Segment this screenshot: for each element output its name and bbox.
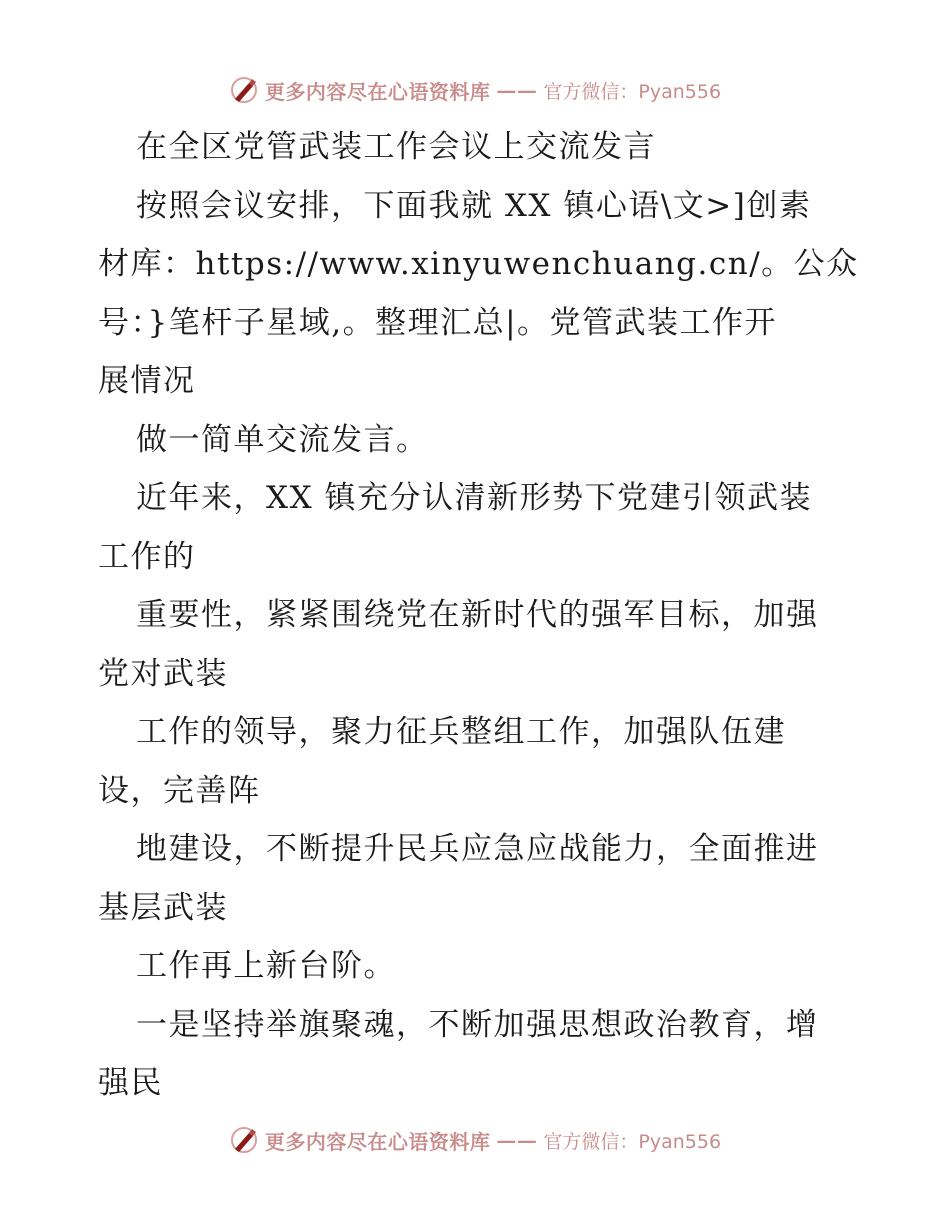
text-line: 工作的领导，聚力征兵整组工作，加强队伍建 <box>136 714 786 750</box>
text-line: 地建设，不断提升民兵应急应战能力，全面推进 <box>136 831 819 867</box>
text-line: 近年来，XX 镇充分认清新形势下党建引领武装 <box>136 480 812 516</box>
text-line: 按照会议安排，下面我就 XX 镇心语\文>]创素 <box>136 187 812 224</box>
header-banner <box>0 70 950 110</box>
banner-title: 更多内容尽在心语资料库 <box>264 1129 491 1154</box>
text-line: 设，完善阵 <box>98 772 261 809</box>
text-line: 强民 <box>98 1065 163 1101</box>
banner-dash: —— <box>496 1128 538 1152</box>
pen-logo-icon <box>229 75 259 105</box>
banner-contact: 官方微信：Pyan556 <box>543 80 722 103</box>
text-line: 号：}笔杆子星域,。整理汇总|。党管武装工作开 <box>98 304 778 341</box>
text-line: 一是坚持举旗聚魂，不断加强思想政治教育，增 <box>136 1006 819 1043</box>
footer-banner <box>0 1120 950 1160</box>
text-line: 做一简单交流发言。 <box>136 421 429 458</box>
banner-title: 更多内容尽在心语资料库 <box>264 79 491 104</box>
text-line: 重要性，紧紧围绕党在新时代的强军目标，加强 <box>136 597 819 633</box>
text-line: 基层武装 <box>98 889 228 926</box>
pen-logo-icon <box>229 1125 259 1155</box>
text-line: 党对武装 <box>98 655 228 692</box>
banner-dash: —— <box>496 78 538 102</box>
text-line: 材库：https://www.xinyuwenchuang.cn/。公众 <box>98 246 859 282</box>
text-line: 在全区党管武装工作会议上交流发言 <box>136 129 656 165</box>
text-line: 展情况 <box>98 363 196 399</box>
text-line: 工作再上新台阶。 <box>136 948 396 984</box>
text-line: 工作的 <box>98 538 196 575</box>
banner-contact: 官方微信：Pyan556 <box>543 1130 722 1153</box>
document-body <box>98 118 868 1113</box>
